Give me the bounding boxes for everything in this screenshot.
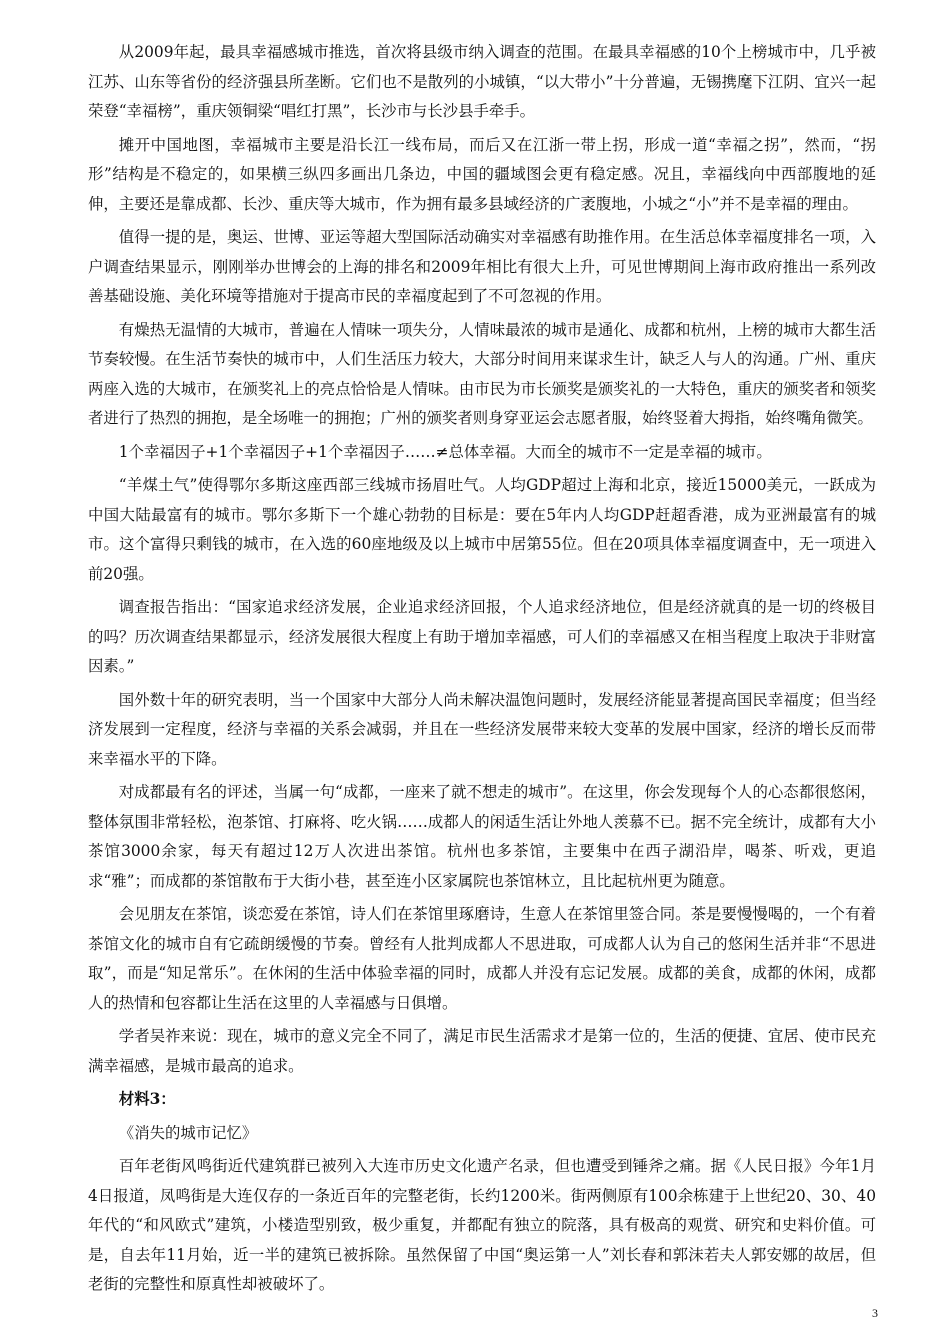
paragraph-11: 学者吴祚来说：现在，城市的意义完全不同了，满足市民生活需求才是第一位的，生活的便捷、宜居、使市民充满幸福感，是城市最高的追求。 [88, 1027, 876, 1075]
page-number: 3 [872, 1306, 878, 1320]
article-title: 《消失的城市记忆》 [118, 1123, 258, 1142]
paragraph-7: 调查报告指出：“国家追求经济发展，企业追求经济回报，个人追求经济地位，但是经济就真的是一切的终极目的吗？历次调查结果都显示，经济发展很大程度上有助于增加幸福感，可人们的幸福感又在相当程度上取决于非财富因素。” [88, 598, 876, 675]
article-paragraph: 百年老街风鸣街近代建筑群已被列入大连市历史文化遗产名录，但也遭受到锤斧之痛。据《人民日报》今年1月4日报道，凤鸣街是大连仅存的一条近百年的完整老街，长约1200米。街两侧原有100余栋建于上世纪20、30、40年代的“和风欧式”建筑，小楼造型别致，极少重复，并都配有独立的院落，具有极高的观赏、研究和史料价值。可是，自去年11月始，近一半的建筑已被拆除。虽然保留了中国“奥运第一人”刘长春和郭沫若夫人郭安娜的故居，但老街的完整性和原真性却被破坏了。 [88, 1157, 876, 1293]
paragraph-9: 对成都最有名的评述，当属一句“成都，一座来了就不想走的城市”。在这里，你会发现每个人的心态都很悠闲，整体氛围非常轻松，泡茶馆、打麻将、吃火锅……成都人的闲适生活让外地人羡慕不已。据不完全统计，成都有大小茶馆3000余家，每天有超过12万人次进出茶馆。杭州也多茶馆，主要集中在西子湖沿岸，喝茶、听戏，更追求“雅”；而成都的茶馆散布于大街小巷，甚至连小区家属院也茶馆林立，且比起杭州更为随意。 [88, 783, 876, 890]
paragraph-1: 从2009年起，最具幸福感城市推选，首次将县级市纳入调查的范围。在最具幸福感的10个上榜城市中，几乎被江苏、山东等省份的经济强县所垄断。它们也不是散列的小城镇，“以大带小”十分普遍，无锡携麾下江阴、宜兴一起荣登“幸福榜”，重庆领铜梁“唱红打黑”，长沙市与长沙县手牵手。 [88, 43, 876, 120]
paragraph-4: 有燥热无温情的大城市，普遍在人情味一项失分，人情味最浓的城市是通化、成都和杭州，上榜的城市大都生活节奏较慢。在生活节奏快的城市中，人们生活压力较大，大部分时间用来谋求生计，缺乏人与人的沟通。广州、重庆两座入选的大城市，在颁奖礼上的亮点恰恰是人情味。由市民为市长颁奖是颁奖礼的一大特色，重庆的颁奖者和领奖者进行了热烈的拥抱，是全场唯一的拥抱；广州的颁奖者则身穿亚运会志愿者服，始终竖着大拇指，始终嘴角微笑。 [88, 320, 876, 427]
paragraph-5: 1个幸福因子+1个幸福因子+1个幸福因子……≠总体幸福。大而全的城市不一定是幸福的城市。 [118, 442, 772, 461]
paragraph-3: 值得一提的是，奥运、世博、亚运等超大型国际活动确实对幸福感有助推作用。在生活总体幸福度排名一项，入户调查结果显示，刚刚举办世博会的上海的排名和2009年相比有很大上升，可见世博期间上海市政府推出一系列改善基础设施、美化环境等措施对于提高市民的幸福度起到了不可忽视的作用。 [88, 228, 876, 305]
paragraph-2: 摊开中国地图，幸福城市主要是沿长江一线布局，而后又在江浙一带上拐，形成一道“幸福之拐”，然而，“拐形”结构是不稳定的，如果横三纵四多画出几条边，中国的疆域图会更有稳定感。况且，幸福线向中西部腹地的延伸，主要还是靠成都、长沙、重庆等大城市，作为拥有最多县域经济的广袤腹地，小城之“小”并不是幸福的理由。 [88, 135, 876, 213]
paragraph-8: 国外数十年的研究表明，当一个国家中大部分人尚未解决温饱问题时，发展经济能显著提高国民幸福度；但当经济发展到一定程度，经济与幸福的关系会减弱，并且在一些经济发展带来较大变革的发展中国家，经济的增长反而带来幸福水平的下降。 [88, 690, 876, 768]
document-page [88, 38, 876, 1304]
section-heading: 材料3： [118, 1090, 176, 1108]
paragraph-6: “羊煤土气”使得鄂尔多斯这座西部三线城市扬眉吐气。人均GDP超过上海和北京，接近15000美元，一跃成为中国大陆最富有的城市。鄂尔多斯下一个雄心勃勃的目标是：要在5年内人均GDP赶超香港，成为亚洲最富有的城市。这个富得只剩钱的城市，在入选的60座地级及以上城市中居第55位。但在20项具体幸福度调查中，无一项进入前20强。 [88, 476, 876, 583]
paragraph-10: 会见朋友在茶馆，谈恋爱在茶馆，诗人们在茶馆里琢磨诗，生意人在茶馆里签合同。茶是要慢慢喝的，一个有着茶馆文化的城市自有它疏朗缓慢的节奏。曾经有人批判成都人不思进取，可成都人认为自己的悠闲生活并非“不思进取”，而是“知足常乐”。在休闲的生活中体验幸福的同时，成都人并没有忘记发展。成都的美食，成都的休闲，成都人的热情和包容都让生活在这里的人幸福感与日俱增。 [88, 905, 876, 1012]
